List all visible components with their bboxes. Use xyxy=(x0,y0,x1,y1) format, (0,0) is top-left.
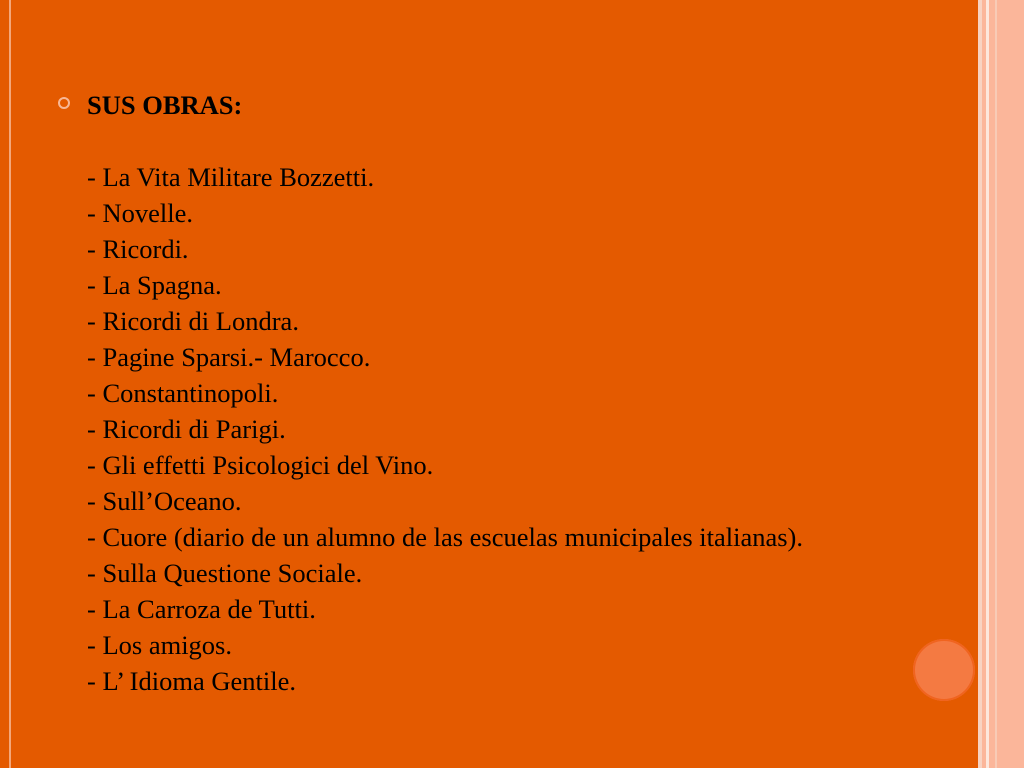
list-item: - Los amigos. xyxy=(87,630,232,660)
list-item: - La Carroza de Tutti. xyxy=(87,594,316,624)
list-item: - Ricordi di Parigi. xyxy=(87,414,286,444)
list-item: - Sull’Oceano. xyxy=(87,486,242,516)
slide-heading: SUS OBRAS: xyxy=(87,90,243,120)
list-item: - Gli effetti Psicologici del Vino. xyxy=(87,450,434,480)
list-item: - La Vita Militare Bozzetti. xyxy=(87,162,375,192)
slide-body xyxy=(87,87,947,699)
list-item: - Ricordi di Londra. xyxy=(87,306,299,336)
left-border-line xyxy=(9,0,11,768)
bullet-circle-icon xyxy=(58,97,70,109)
list-item: - Pagine Sparsi.- Marocco. xyxy=(87,342,371,372)
list-item: - L’ Idioma Gentile. xyxy=(87,666,296,696)
list-item: - Novelle. xyxy=(87,198,193,228)
right-border-stripe xyxy=(978,0,982,768)
list-item: - Ricordi. xyxy=(87,234,189,264)
list-item: - Sulla Questione Sociale. xyxy=(87,558,363,588)
list-item: - Cuore (diario de un alumno de las escuelas municipales italianas). xyxy=(87,522,804,552)
right-border-stripe xyxy=(986,0,989,768)
list-item: - La Spagna. xyxy=(87,270,222,300)
right-border-stripe xyxy=(995,0,997,768)
list-item: - Constantinopoli. xyxy=(87,378,279,408)
blank-line xyxy=(87,123,947,159)
right-border xyxy=(978,0,1024,768)
